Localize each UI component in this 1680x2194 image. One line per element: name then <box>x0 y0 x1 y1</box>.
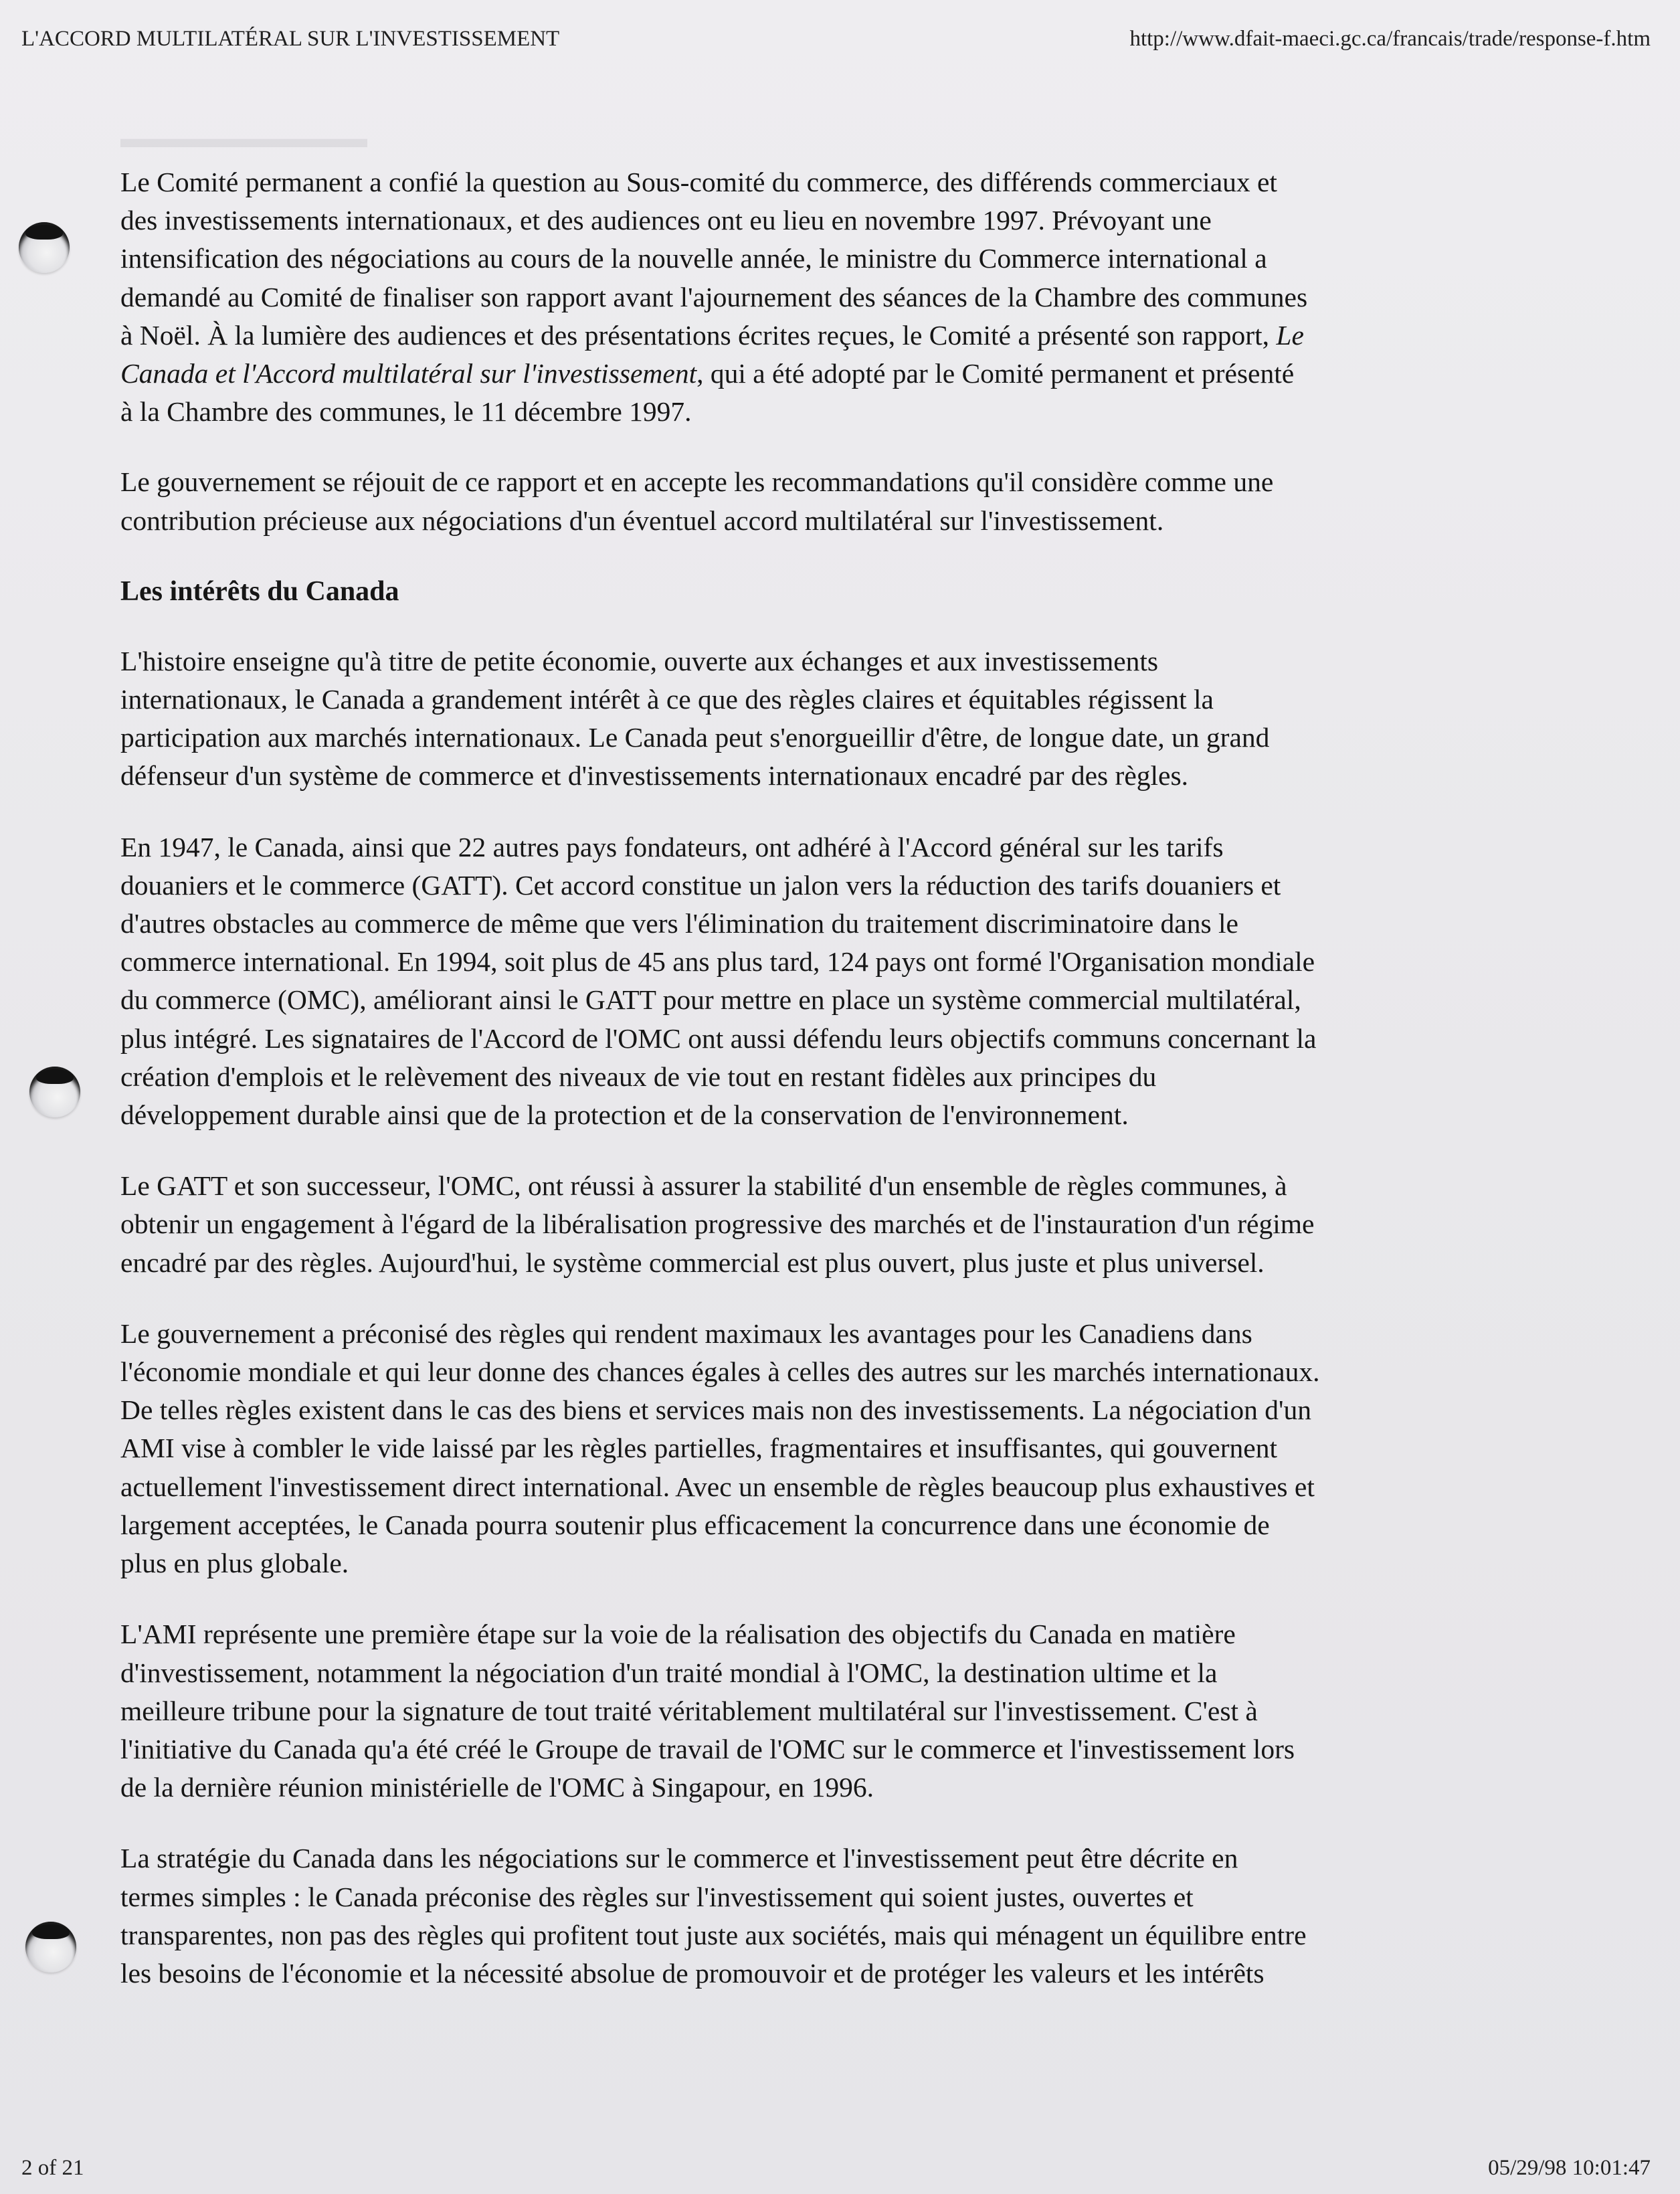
report-title: Le Canada et l'Accord multilatéral sur l'investissement <box>120 319 1304 389</box>
punch-hole-top <box>19 222 70 273</box>
paragraph-government-response: Le gouvernement se réjouit de ce rapport et en accepte les recommandations qu'il considère comme une contribution précieuse aux négociations d'un éventuel accord multilatéral sur l'investissement. <box>120 466 1274 536</box>
paragraph-text: , qui a été adopté par le Comité permanent et présenté à la Chambre des communes, le 11 décembre 1997. <box>120 358 1295 428</box>
paragraph-history: L'histoire enseigne qu'à titre de petite économie, ouverte aux échanges et aux investissements internationaux, le Canada a grandement intérêt à ce que des règles claires et équitables régissent la participation aux marchés internationaux. Le Canada peut s'enorgueillir d'être, de longue date, un grand défenseur d'un système de commerce et d'investissements internationaux encadré par des règles. <box>120 645 1270 792</box>
paragraph-gatt: En 1947, le Canada, ainsi que 22 autres pays fondateurs, ont adhéré à l'Accord général sur les tarifs douaniers et le commerce (GATT). Cet accord constitue un jalon vers la réduction des tarifs douaniers et d'autres obstacles au commerce de même que vers l'élimination du traitement discriminatoire dans le commerce international. En 1994, soit plus de 45 ans plus tard, 124 pays ont formé l'Organisation mondiale du commerce (OMC), améliorant ainsi le GATT pour mettre en place un système commercial multilatéral, plus intégré. Les signataires de l'Accord de l'OMC ont aussi défendu leurs objectifs communs concernant la création d'emplois et le relèvement des niveaux de vie tout en restant fidèles aux principes du développement durable ainsi que de la protection et de la conservation de l'environnement. <box>120 831 1317 1131</box>
section-heading: Les intérêts du Canada <box>120 575 399 607</box>
print-timestamp: 05/29/98 10:01:47 <box>1488 2156 1651 2180</box>
paragraph-rules: Le gouvernement a préconisé des règles qui rendent maximaux les avantages pour les Canadiens dans l'économie mondiale et qui leur donne des chances égales à celles des autres sur les marchés internationaux. De telles règles existent dans le cas des biens et services mais non des investissements. La négociation d'un AMI vise à combler le vide laissé par les règles partielles, fragmentaires et insuffisantes, qui gouvernent actuellement l'investissement direct international. Avec un ensemble de règles beaucoup plus exhaustives et largement acceptées, le Canada pourra soutenir plus efficacement la concurrence dans une économie de plus en plus globale. <box>120 1317 1320 1579</box>
page-header <box>21 27 1651 60</box>
paragraph-ami: L'AMI représente une première étape sur la voie de la réalisation des objectifs du Canada en matière d'investissement, notamment la négociation d'un traité mondial à l'OMC, la destination ultime et la meilleure tribune pour la signature de tout traité véritablement multilatéral sur l'investissement. C'est à l'initiative du Canada qu'a été créé le Groupe de travail de l'OMC sur le commerce et l'investissement lors de la dernière réunion ministérielle de l'OMC à Singapour, en 1996. <box>120 1619 1295 1803</box>
paragraph-strategy: La stratégie du Canada dans les négociations sur le commerce et l'investissement peut être décrite en termes simples : le Canada préconise des règles sur l'investissement qui soient justes, ouvertes et transparentes, non pas des règles qui profitent tout juste aux sociétés, mais qui ménagent un équilibre entre les besoins de l'économie et la nécessité absolue de promouvoir et de protéger les valeurs et les intérêts <box>120 1843 1307 1989</box>
source-url[interactable]: http://www.dfait-maeci.gc.ca/francais/trade/response-f.htm <box>1129 27 1651 51</box>
show-through-line: ▬▬▬▬▬▬▬▬▬ <box>120 122 367 153</box>
paragraph-omc: Le GATT et son successeur, l'OMC, ont réussi à assurer la stabilité d'un ensemble de règles communes, à obtenir un engagement à l'égard de la libéralisation progressive des marchés et de l'instauration d'un régime encadré par des règles. Aujourd'hui, le système commercial est plus ouvert, plus juste et plus universel. <box>120 1170 1315 1278</box>
punch-hole-middle <box>29 1067 80 1117</box>
paragraph-text: Le Comité permanent a confié la question au Sous-comité du commerce, des différends commerciaux et des investissements internationaux, et des audiences ont eu lieu en novembre 1997. Prévoyant une intensification des négociations au cours de la nouvelle année, le ministre du Commerce international a demandé au Comité de finaliser son rapport avant l'ajournement des séances de la Chambre des communes à Noël. À la lumière des audiences et des présentations écrites reçues, le Comité a présenté son rapport, <box>120 167 1308 351</box>
document-title: L'ACCORD MULTILATÉRAL SUR L'INVESTISSEMENT <box>21 27 560 51</box>
page-number: 2 of 21 <box>21 2156 84 2180</box>
page-footer <box>21 2147 1651 2181</box>
paragraph-committee-report <box>120 163 1552 431</box>
document-body <box>120 163 1552 2025</box>
punch-hole-bottom <box>25 1922 76 1973</box>
